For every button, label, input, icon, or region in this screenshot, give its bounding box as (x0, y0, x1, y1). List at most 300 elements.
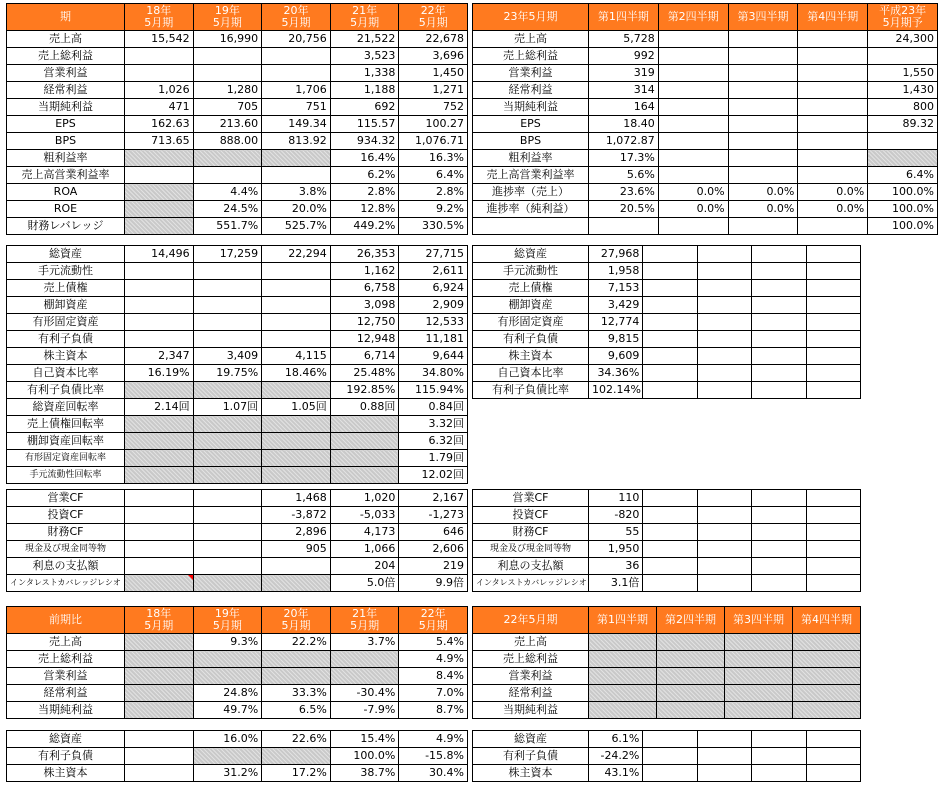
table-cell: 5,728 (589, 31, 659, 48)
column-header-line: 5月期 (212, 619, 242, 632)
table-cell: 646 (399, 524, 468, 541)
table-cell: 6.4% (399, 167, 468, 184)
column-header-line: 第1四半期 (597, 10, 649, 23)
column-header (125, 4, 194, 31)
table-cell: 0.84回 (399, 399, 468, 416)
table-cell (798, 167, 868, 184)
table-row (473, 218, 938, 235)
row-label: 営業利益 (473, 65, 589, 82)
table-cell (643, 263, 697, 280)
table-cell (125, 765, 194, 782)
table-cell (125, 65, 194, 82)
table-cell (806, 490, 860, 507)
table-cell (125, 48, 194, 65)
table-cell: 6.4% (868, 167, 938, 184)
quarterly-bs-table (472, 245, 861, 399)
table-cell: 1,188 (330, 82, 399, 99)
table-row (7, 82, 468, 99)
table-cell (806, 365, 860, 382)
row-label: 有利子負債比率 (473, 382, 589, 399)
column-header-line: 18年 (146, 4, 172, 17)
table-cell (697, 524, 751, 541)
table-cell (262, 668, 331, 685)
table-cell (193, 507, 262, 524)
table-cell (806, 280, 860, 297)
row-label: 株主資本 (473, 348, 589, 365)
row-label: BPS (473, 133, 589, 150)
table-cell: -15.8% (399, 748, 468, 765)
table-row (473, 365, 861, 382)
table-cell (125, 167, 194, 184)
table-cell (643, 382, 697, 399)
table-cell: 15,542 (125, 31, 194, 48)
table-cell (262, 416, 331, 433)
table-cell (658, 116, 728, 133)
table-cell: 1,950 (589, 541, 643, 558)
table-cell (752, 263, 806, 280)
quarterly-yoy-pl-table (472, 606, 861, 719)
table-cell: 100.27 (399, 116, 468, 133)
table-cell: 705 (193, 99, 262, 116)
table-cell (193, 558, 262, 575)
table-cell (697, 365, 751, 382)
table-cell (728, 116, 798, 133)
table-row (473, 48, 938, 65)
table-cell (697, 541, 751, 558)
row-label: 当期純利益 (473, 99, 589, 116)
column-header (793, 607, 861, 634)
table-cell: 16.4% (330, 150, 399, 167)
row-label: 有形固定資産 (473, 314, 589, 331)
table-cell (697, 490, 751, 507)
row-label: 財務CF (7, 524, 125, 541)
column-header-line: 第4四半期 (807, 10, 859, 23)
table-cell (643, 765, 697, 782)
table-cell (262, 150, 331, 167)
column-header-line: 20年 (283, 607, 309, 620)
table-cell: 3.1倍 (589, 575, 643, 592)
column-header (657, 607, 725, 634)
header-title: 22年5月期 (473, 607, 589, 634)
table-cell (658, 82, 728, 99)
table-cell: 1,066 (330, 541, 399, 558)
table-cell (262, 297, 331, 314)
table-cell (193, 668, 262, 685)
table-cell (806, 507, 860, 524)
table-row (473, 184, 938, 201)
table-cell (193, 524, 262, 541)
table-cell: 330.5% (399, 218, 468, 235)
column-header-line: 19年 (214, 607, 240, 620)
table-cell (589, 634, 657, 651)
row-label: 有利子負債 (7, 331, 125, 348)
table-row (7, 150, 468, 167)
row-label: 経常利益 (7, 82, 125, 99)
table-cell: -820 (589, 507, 643, 524)
column-header (725, 607, 793, 634)
table-cell: 813.92 (262, 133, 331, 150)
table-cell: 6.1% (589, 731, 643, 748)
row-label: 有形固定資産回転率 (7, 450, 125, 467)
column-header (330, 607, 399, 634)
table-cell (806, 575, 860, 592)
column-header (125, 607, 194, 634)
table-cell: 3.8% (262, 184, 331, 201)
column-header-line: 20年 (283, 4, 309, 17)
table-cell (125, 150, 194, 167)
table-cell (728, 167, 798, 184)
table-row (473, 297, 861, 314)
table-row (473, 31, 938, 48)
table-cell (725, 685, 793, 702)
table-cell: 18.40 (589, 116, 659, 133)
table-cell: 905 (262, 541, 331, 558)
table-cell (752, 731, 806, 748)
row-label: 経常利益 (473, 82, 589, 99)
table-row (7, 65, 468, 82)
table-cell (752, 575, 806, 592)
row-label: 進捗率（売上） (473, 184, 589, 201)
table-cell: 100.0% (330, 748, 399, 765)
column-header-line: 5月期 (144, 16, 174, 29)
table-cell: 219 (399, 558, 468, 575)
table-cell: 1,026 (125, 82, 194, 99)
table-cell (330, 668, 399, 685)
column-header-line: 22年 (420, 4, 446, 17)
table-cell (262, 314, 331, 331)
row-label: 当期純利益 (7, 702, 125, 719)
table-cell: 751 (262, 99, 331, 116)
column-header (399, 607, 468, 634)
row-label: 売上債権 (473, 280, 589, 297)
table-cell (697, 507, 751, 524)
table-cell (806, 524, 860, 541)
table-cell: 3.32回 (399, 416, 468, 433)
table-cell: 1,468 (262, 490, 331, 507)
table-cell: 38.7% (330, 765, 399, 782)
table-cell (806, 263, 860, 280)
table-cell: 8.4% (399, 668, 468, 685)
table-cell (125, 467, 194, 484)
row-label: 棚卸資産回転率 (7, 433, 125, 450)
header-row (473, 4, 938, 31)
table-cell: 12,750 (330, 314, 399, 331)
table-cell: 934.32 (330, 133, 399, 150)
table-cell (798, 99, 868, 116)
table-cell: 471 (125, 99, 194, 116)
table-cell: 162.63 (125, 116, 194, 133)
row-label: 現金及び現金同等物 (7, 541, 125, 558)
row-label: 売上債権回転率 (7, 416, 125, 433)
table-cell: 100.0% (868, 218, 938, 235)
table-cell: 164 (589, 99, 659, 116)
table-cell: 692 (330, 99, 399, 116)
table-cell: 102.14% (589, 382, 643, 399)
table-cell (697, 297, 751, 314)
column-header (589, 607, 657, 634)
table-cell (125, 541, 194, 558)
table-row (7, 731, 468, 748)
table-row (7, 263, 468, 280)
table-cell (798, 116, 868, 133)
table-cell (125, 702, 194, 719)
row-label: 売上高 (473, 634, 589, 651)
table-cell (728, 133, 798, 150)
table-cell: 1.05回 (262, 399, 331, 416)
table-cell: 21,522 (330, 31, 399, 48)
header-title: 期 (7, 4, 125, 31)
table-cell (798, 82, 868, 99)
column-header-line: 5月期 (418, 16, 448, 29)
table-cell: 314 (589, 82, 659, 99)
table-cell: 2.8% (330, 184, 399, 201)
table-row (473, 201, 938, 218)
table-cell (752, 314, 806, 331)
column-header (399, 4, 468, 31)
table-cell: 4,115 (262, 348, 331, 365)
table-cell (657, 651, 725, 668)
column-header-line: 5月期 (350, 16, 380, 29)
table-cell: 992 (589, 48, 659, 65)
table-cell: 888.00 (193, 133, 262, 150)
table-cell: 0.0% (658, 201, 728, 218)
row-label: 総資産回転率 (7, 399, 125, 416)
table-cell: 0.0% (728, 184, 798, 201)
table-row (7, 116, 468, 133)
table-cell (798, 133, 868, 150)
table-cell (752, 524, 806, 541)
table-row (473, 314, 861, 331)
table-cell (868, 150, 938, 167)
table-cell (752, 748, 806, 765)
table-cell: 3,098 (330, 297, 399, 314)
table-cell: 6.5% (262, 702, 331, 719)
table-cell: 2,611 (399, 263, 468, 280)
table-cell (697, 765, 751, 782)
table-cell (262, 575, 331, 592)
table-cell (806, 331, 860, 348)
table-cell (806, 297, 860, 314)
table-cell: 1,550 (868, 65, 938, 82)
column-header (262, 4, 331, 31)
table-cell (798, 65, 868, 82)
table-cell: 34.80% (399, 365, 468, 382)
table-row (473, 668, 861, 685)
row-label: 総資産 (473, 731, 589, 748)
table-cell (330, 651, 399, 668)
row-label: 総資産 (7, 246, 125, 263)
row-label: 粗利益率 (7, 150, 125, 167)
table-row (473, 524, 861, 541)
table-cell: 192.85% (330, 382, 399, 399)
table-row (473, 634, 861, 651)
table-cell: 204 (330, 558, 399, 575)
header-row (473, 607, 861, 634)
table-cell (643, 558, 697, 575)
row-label: ROA (7, 184, 125, 201)
table-row (473, 651, 861, 668)
header-row (7, 4, 468, 31)
table-cell (125, 201, 194, 218)
table-row (7, 490, 468, 507)
table-cell: 22,678 (399, 31, 468, 48)
row-label: 経常利益 (7, 685, 125, 702)
table-cell (193, 263, 262, 280)
table-cell: 525.7% (262, 218, 331, 235)
table-cell (262, 48, 331, 65)
table-row (7, 541, 468, 558)
table-cell: 5.4% (399, 634, 468, 651)
table-cell (125, 634, 194, 651)
row-label: 有利子負債 (473, 748, 589, 765)
table-cell (752, 280, 806, 297)
table-cell: 16.0% (193, 731, 262, 748)
column-header (262, 607, 331, 634)
table-cell (806, 765, 860, 782)
column-header-line: 第3四半期 (733, 613, 784, 626)
column-header (589, 4, 659, 31)
table-cell (658, 167, 728, 184)
row-label: 棚卸資産 (7, 297, 125, 314)
table-cell (798, 31, 868, 48)
column-header-line: 5月期 (418, 619, 448, 632)
table-cell: 12,533 (399, 314, 468, 331)
table-cell: 9,815 (589, 331, 643, 348)
row-label: 売上総利益 (473, 651, 589, 668)
table-cell: 4.9% (399, 651, 468, 668)
table-cell: 1,450 (399, 65, 468, 82)
table-cell: -5,033 (330, 507, 399, 524)
table-cell: 6,714 (330, 348, 399, 365)
table-cell (806, 314, 860, 331)
table-row (473, 685, 861, 702)
table-cell: 8.7% (399, 702, 468, 719)
table-cell (793, 634, 861, 651)
table-cell (125, 184, 194, 201)
table-cell: 7,153 (589, 280, 643, 297)
table-cell (125, 490, 194, 507)
table-row (7, 348, 468, 365)
column-header (658, 4, 728, 31)
table-cell (697, 558, 751, 575)
table-cell: 0.88回 (330, 399, 399, 416)
row-label: 有利子負債 (7, 748, 125, 765)
table-cell (657, 702, 725, 719)
table-cell (193, 541, 262, 558)
table-row (7, 467, 468, 484)
table-cell (193, 150, 262, 167)
table-cell: -30.4% (330, 685, 399, 702)
row-label: 投資CF (473, 507, 589, 524)
table-cell (262, 558, 331, 575)
table-cell (643, 507, 697, 524)
table-cell (193, 433, 262, 450)
table-cell (658, 99, 728, 116)
column-header-line: 第2四半期 (667, 10, 719, 23)
table-cell (643, 280, 697, 297)
table-cell (193, 748, 262, 765)
table-row (7, 331, 468, 348)
table-cell: 2.14回 (125, 399, 194, 416)
table-cell: 43.1% (589, 765, 643, 782)
table-cell (589, 685, 657, 702)
table-cell: 0.0% (728, 201, 798, 218)
table-cell: 16.19% (125, 365, 194, 382)
table-cell (262, 331, 331, 348)
table-cell: 1,338 (330, 65, 399, 82)
table-cell (697, 331, 751, 348)
table-row (473, 541, 861, 558)
row-label: 手元流動性 (473, 263, 589, 280)
row-label: 自己資本比率 (7, 365, 125, 382)
table-row (473, 82, 938, 99)
table-cell (697, 246, 751, 263)
table-cell (193, 297, 262, 314)
table-cell (752, 331, 806, 348)
column-header-line: 19年 (214, 4, 240, 17)
table-row (7, 382, 468, 399)
table-cell (657, 668, 725, 685)
table-cell: 0.0% (658, 184, 728, 201)
row-label: 株主資本 (7, 765, 125, 782)
table-cell (125, 382, 194, 399)
table-row (7, 765, 468, 782)
table-cell (806, 246, 860, 263)
table-cell: 30.4% (399, 765, 468, 782)
table-cell: 12,774 (589, 314, 643, 331)
table-row (7, 450, 468, 467)
table-row (473, 507, 861, 524)
row-label: 営業利益 (7, 65, 125, 82)
table-cell: 1,706 (262, 82, 331, 99)
table-row (473, 167, 938, 184)
row-label: BPS (7, 133, 125, 150)
table-cell (697, 314, 751, 331)
table-cell (793, 685, 861, 702)
table-cell: -3,872 (262, 507, 331, 524)
column-header (193, 4, 262, 31)
table-cell: 16.3% (399, 150, 468, 167)
table-cell (589, 668, 657, 685)
table-cell (752, 558, 806, 575)
table-cell (125, 218, 194, 235)
table-row (473, 382, 861, 399)
table-cell (806, 731, 860, 748)
table-row (7, 651, 468, 668)
table-cell: 1,271 (399, 82, 468, 99)
table-cell: 2,606 (399, 541, 468, 558)
row-label: 粗利益率 (473, 150, 589, 167)
table-cell: 4.4% (193, 184, 262, 201)
table-cell: 15.4% (330, 731, 399, 748)
annual-bs-table (6, 245, 468, 484)
table-cell (193, 416, 262, 433)
table-row (473, 99, 938, 116)
table-cell (125, 280, 194, 297)
row-label: EPS (473, 116, 589, 133)
table-cell: 36 (589, 558, 643, 575)
row-label: 株主資本 (7, 348, 125, 365)
table-cell (125, 433, 194, 450)
table-row (7, 314, 468, 331)
table-row (7, 99, 468, 116)
table-cell (125, 331, 194, 348)
table-cell: 449.2% (330, 218, 399, 235)
table-row (473, 575, 861, 592)
table-row (7, 201, 468, 218)
table-row (7, 133, 468, 150)
row-label (473, 218, 589, 235)
